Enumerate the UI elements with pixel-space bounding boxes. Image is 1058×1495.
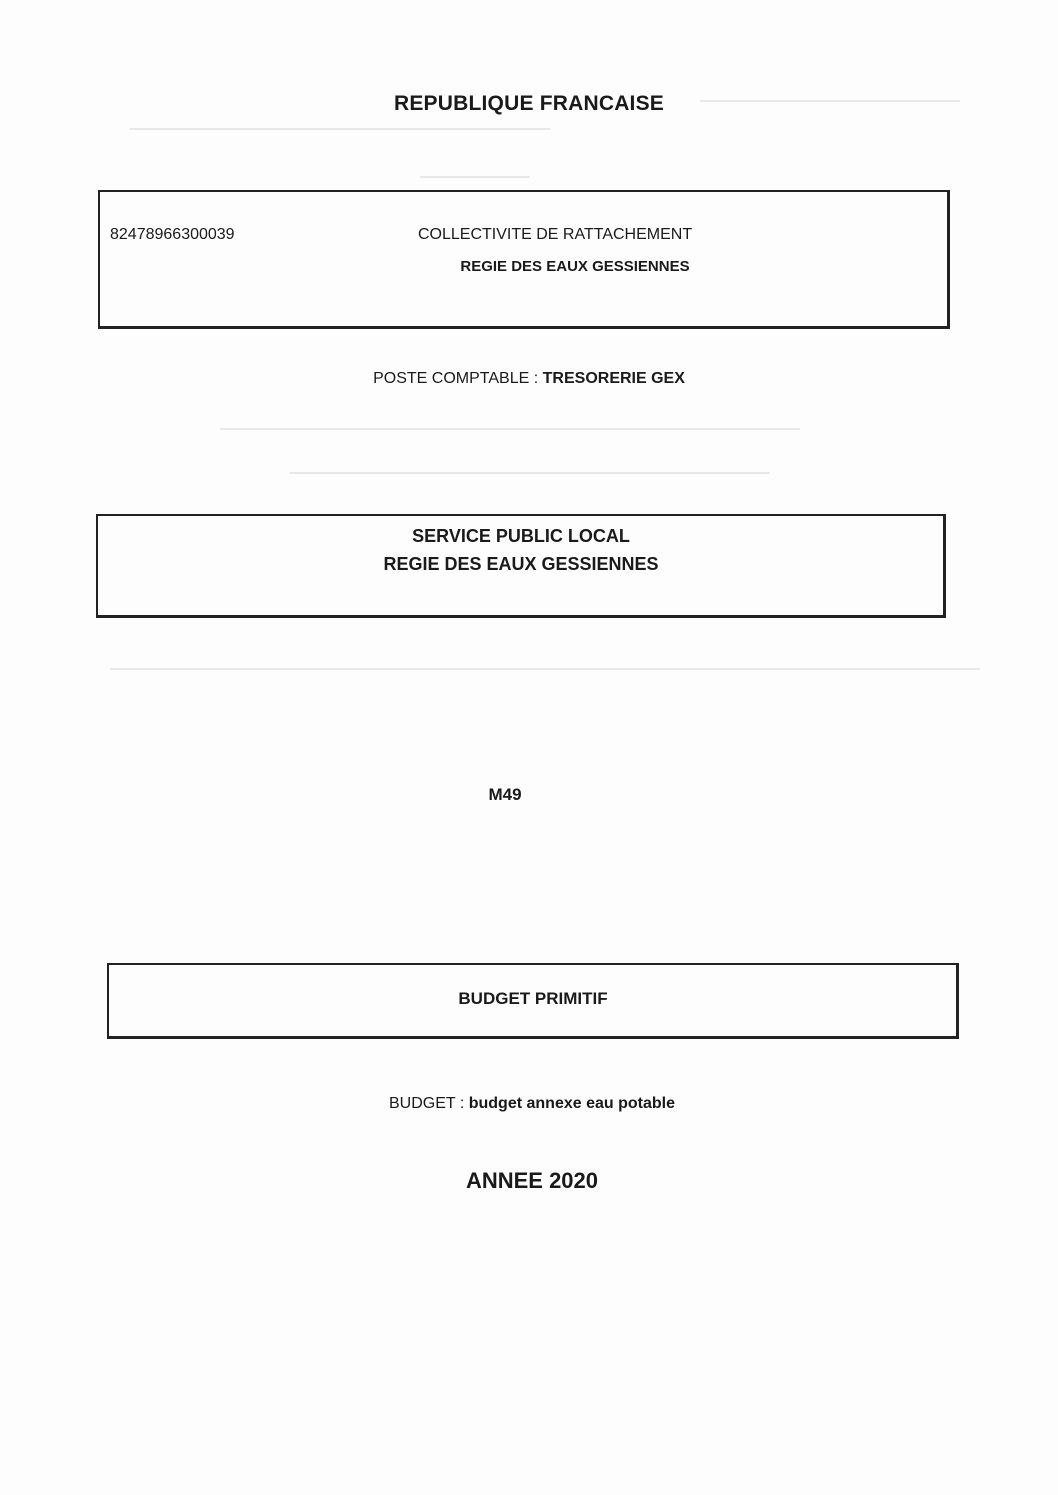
poste-comptable — [0, 370, 1058, 388]
scan-artifact — [220, 428, 800, 430]
budget-type-label: BUDGET PRIMITIF — [458, 989, 608, 1008]
nomenclature-code: M49 — [488, 785, 522, 804]
service-type: SERVICE PUBLIC LOCAL — [412, 526, 630, 546]
scan-artifact — [130, 128, 550, 130]
scan-artifact — [420, 176, 530, 178]
collectivite-label: COLLECTIVITE DE RATTACHEMENT — [418, 226, 693, 243]
siret-number: 82478966300039 — [110, 226, 235, 243]
page-title: REPUBLIQUE FRANCAISE — [393, 92, 665, 115]
poste-comptable-label: POSTE COMPTABLE : — [373, 370, 539, 387]
budget-label: BUDGET : — [389, 1095, 465, 1112]
collectivite-name: REGIE DES EAUX GESSIENNES — [460, 258, 690, 275]
scan-artifact — [110, 668, 980, 670]
scan-artifact — [290, 472, 770, 474]
budget-type-box — [107, 963, 959, 1039]
service-box — [96, 514, 946, 618]
collectivite-box — [98, 190, 950, 329]
budget-value: budget annexe eau potable — [468, 1095, 675, 1112]
budget-name — [0, 1095, 1058, 1113]
fiscal-year: ANNEE 2020 — [465, 1168, 599, 1193]
poste-comptable-value: TRESORERIE GEX — [542, 370, 685, 387]
service-name: REGIE DES EAUX GESSIENNES — [383, 554, 659, 574]
